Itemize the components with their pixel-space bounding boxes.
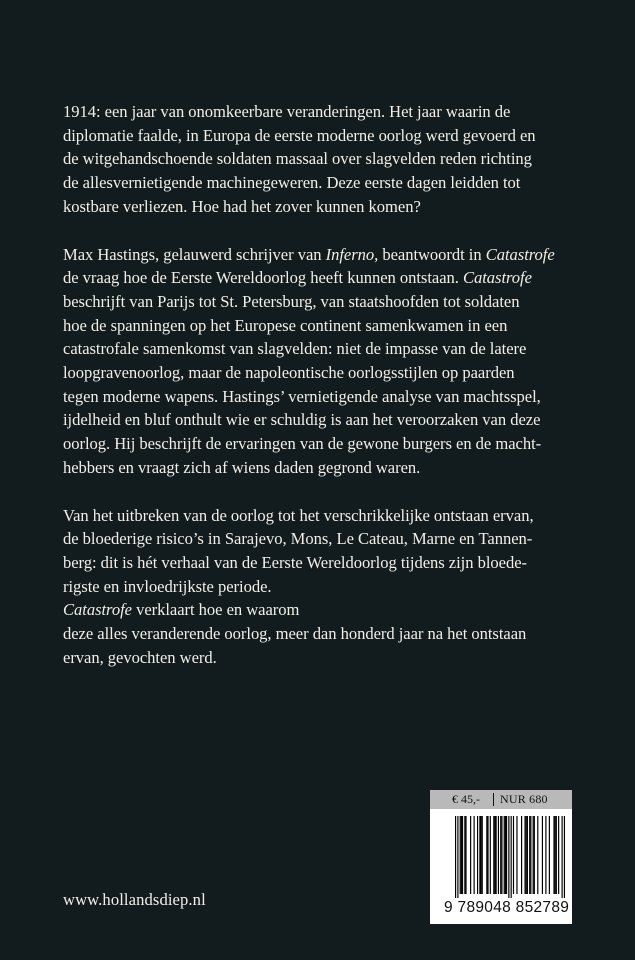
text-line: ijdelheid en bluf onthult wie er schuldig is aan het veroorzaken van deze: [63, 410, 541, 430]
barcode-bar: [474, 816, 475, 894]
barcode-bar: [521, 816, 522, 894]
barcode-bar: [527, 816, 528, 894]
back-cover-blurb: [63, 100, 583, 693]
barcode-bar: [482, 816, 483, 894]
barcode-bar: [556, 816, 557, 894]
barcode-bars: [446, 816, 574, 898]
barcode-bar: [508, 816, 509, 898]
blurb-paragraph-3: [63, 504, 583, 670]
barcode-bar: [513, 816, 514, 894]
barcode-bar: [462, 816, 463, 894]
text-line: de bloederige risico’s in Sarajevo, Mons, Le Cateau, Marne en Tannen-: [63, 529, 533, 549]
price-divider: [493, 793, 494, 806]
publisher-website: www.hollandsdiep.nl: [63, 890, 206, 909]
barcode-bar: [487, 816, 488, 894]
barcode-bar: [496, 816, 497, 894]
price-row: [430, 790, 572, 809]
barcode-bar: [564, 816, 565, 898]
barcode-bar: [493, 816, 494, 894]
barcode-bar: [511, 816, 512, 898]
blurb-paragraph-1: [63, 100, 583, 219]
barcode-bar: [553, 816, 554, 894]
barcode-bar: [524, 816, 525, 894]
text-run: Max Hastings, gelauwerd schrijver van: [63, 244, 326, 264]
text-line: de allesvernietigende machinegeweren. Deze eerste dagen leidden tot: [63, 173, 521, 193]
text-line: [63, 243, 583, 267]
barcode-bar: [470, 816, 471, 894]
text-line: kostbare verliezen. Hoe had het zover kunnen komen?: [63, 196, 421, 216]
price-label: € 45,-: [452, 792, 480, 806]
barcode-bar: [457, 816, 458, 898]
barcode-bar: [486, 816, 487, 894]
text-line: berg: dit is hét verhaal van de Eerste Wereldoorlog tijdens zijn bloede-: [63, 552, 527, 572]
text-line: beschrijft van Parijs tot St. Petersburg, van staatshoofden tot soldaten: [63, 291, 520, 311]
barcode-bar: [542, 816, 543, 894]
barcode-bar: [529, 816, 530, 894]
barcode-bar: [500, 816, 501, 894]
text-line: hoe de spanningen op het Europese continent samenkwamen in een: [63, 315, 508, 335]
text-line: diplomatie faalde, in Europa de eerste moderne oorlog werd gevoerd en: [63, 125, 536, 145]
barcode-bar: [530, 816, 531, 894]
barcode-bar: [526, 816, 527, 894]
barcode-bar: [480, 816, 481, 894]
text-line: Van het uitbreken van de oorlog tot het verschrikkelijke ontstaan ervan,: [63, 505, 534, 525]
barcode-bar: [545, 816, 546, 894]
book-title-catastrofe: Catastrofe: [485, 244, 555, 264]
text-run: verklaart hoe en waarom: [131, 600, 300, 620]
nur-code: NUR 680: [500, 792, 548, 806]
text-line: 1914: een jaar van onomkeerbare veranderingen. Het jaar waarin de: [63, 102, 511, 121]
isbn-number: 9 789048 852789: [444, 899, 570, 916]
text-line: tegen moderne wapens. Hastings’ vernietigende analyse van machtsspel,: [63, 386, 541, 406]
text-line: [63, 266, 583, 290]
book-title-catastrofe: Catastrofe: [63, 600, 132, 620]
text-line: rigste en invloedrijkste periode.: [63, 576, 272, 596]
text-line: loopgravenoorlog, maar de napoleontische oorlogsstijlen op paarden: [63, 363, 515, 383]
barcode-bar: [549, 816, 550, 894]
barcode-bar: [465, 816, 466, 894]
barcode-bar: [494, 816, 495, 894]
barcode-bar: [562, 816, 563, 898]
barcode-bar: [498, 816, 499, 894]
book-title-catastrofe: Catastrofe: [462, 268, 532, 288]
barcode-bar: [504, 816, 505, 894]
barcode-bar: [464, 816, 465, 894]
barcode-bar: [534, 816, 535, 894]
text-line: [63, 598, 583, 622]
barcode-bar: [505, 816, 506, 894]
text-run: beantwoordt in: [378, 244, 486, 264]
barcode-bar: [555, 816, 556, 894]
barcode-bar: [477, 816, 478, 894]
text-line: deze alles veranderende oorlog, meer dan honderd jaar na het ontstaan: [63, 624, 527, 644]
text-line: oorlog. Hij beschrijft de ervaringen van de gewone burgers en de macht-: [63, 434, 542, 454]
isbn-barcode-block: [430, 790, 572, 924]
barcode-bar: [479, 816, 480, 894]
text-line: de witgehandschoende soldaten massaal over slagvelden reden richting: [63, 149, 532, 169]
text-line: catastrofale samenkomst van slagvelden: niet de impasse van de latere: [63, 339, 527, 359]
barcode-bar: [558, 816, 559, 894]
barcode-bar: [516, 816, 517, 894]
text-line: ervan, gevochten werd.: [63, 647, 217, 667]
blurb-paragraph-2: [63, 243, 583, 480]
barcode-bar: [460, 816, 461, 894]
text-line: hebbers en vraagt zich af wiens daden gegrond waren.: [63, 457, 421, 477]
barcode-bar: [490, 816, 491, 894]
barcode-bar: [533, 816, 534, 894]
barcode-bar: [461, 816, 462, 894]
barcode-bar: [537, 816, 538, 894]
book-title-inferno: Inferno,: [325, 244, 379, 264]
barcode-bar: [455, 816, 456, 898]
barcode-bar: [506, 816, 507, 894]
barcode-bar: [501, 816, 502, 894]
text-run: de vraag hoe de Eerste Wereldoorlog heeft kunnen ontstaan.: [63, 268, 463, 288]
